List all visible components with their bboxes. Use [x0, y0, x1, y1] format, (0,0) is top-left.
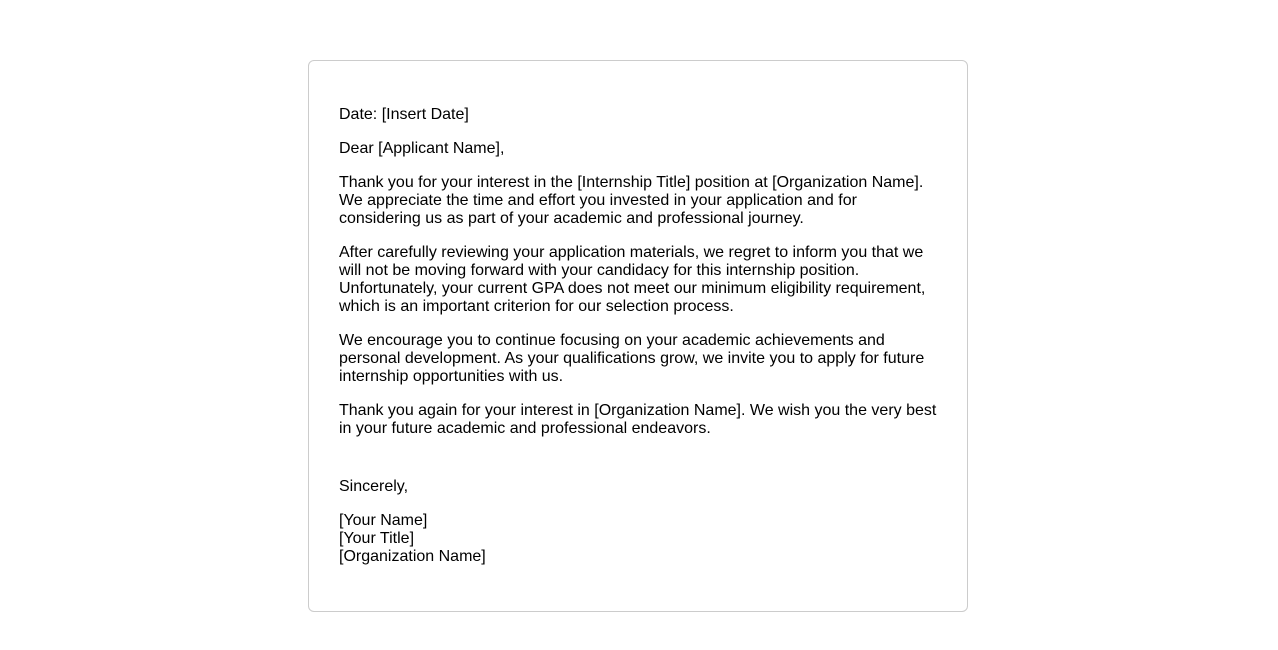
- letter-card: [308, 60, 968, 612]
- letter-paragraph-encouragement: We encourage you to continue focusing on your academic achievements and personal development. As your qualifications grow, we invite you to apply for future internship opportunities with us.: [339, 332, 925, 385]
- letter-paragraph-thanks: Thank you again for your interest in [Organization Name]. We wish you the very best in your future academic and professional endeavors.: [339, 402, 937, 437]
- closing-spacer: [339, 454, 937, 478]
- signature-name: [Your Name]: [339, 512, 428, 529]
- signature-block: [339, 512, 937, 566]
- signature-title: [Your Title]: [339, 530, 415, 547]
- letter-paragraph-intro: Thank you for your interest in the [Internship Title] position at [Organization Name]. We appreciate the time and effort you invested in your application and for considering us as part of your academic and professional journey.: [339, 174, 924, 227]
- letter-salutation: Dear [Applicant Name],: [339, 140, 505, 157]
- letter-body: [339, 106, 937, 566]
- letter-date: Date: [Insert Date]: [339, 106, 469, 123]
- letter-paragraph-decision: After carefully reviewing your application materials, we regret to inform you that we will not be moving forward with your candidacy for this internship position. Unfortunately, your current GPA does not meet our minimum eligibility requirement, which is an important criterion for our selection process.: [339, 244, 926, 315]
- letter-closing: Sincerely,: [339, 478, 409, 495]
- signature-organization: [Organization Name]: [339, 548, 486, 565]
